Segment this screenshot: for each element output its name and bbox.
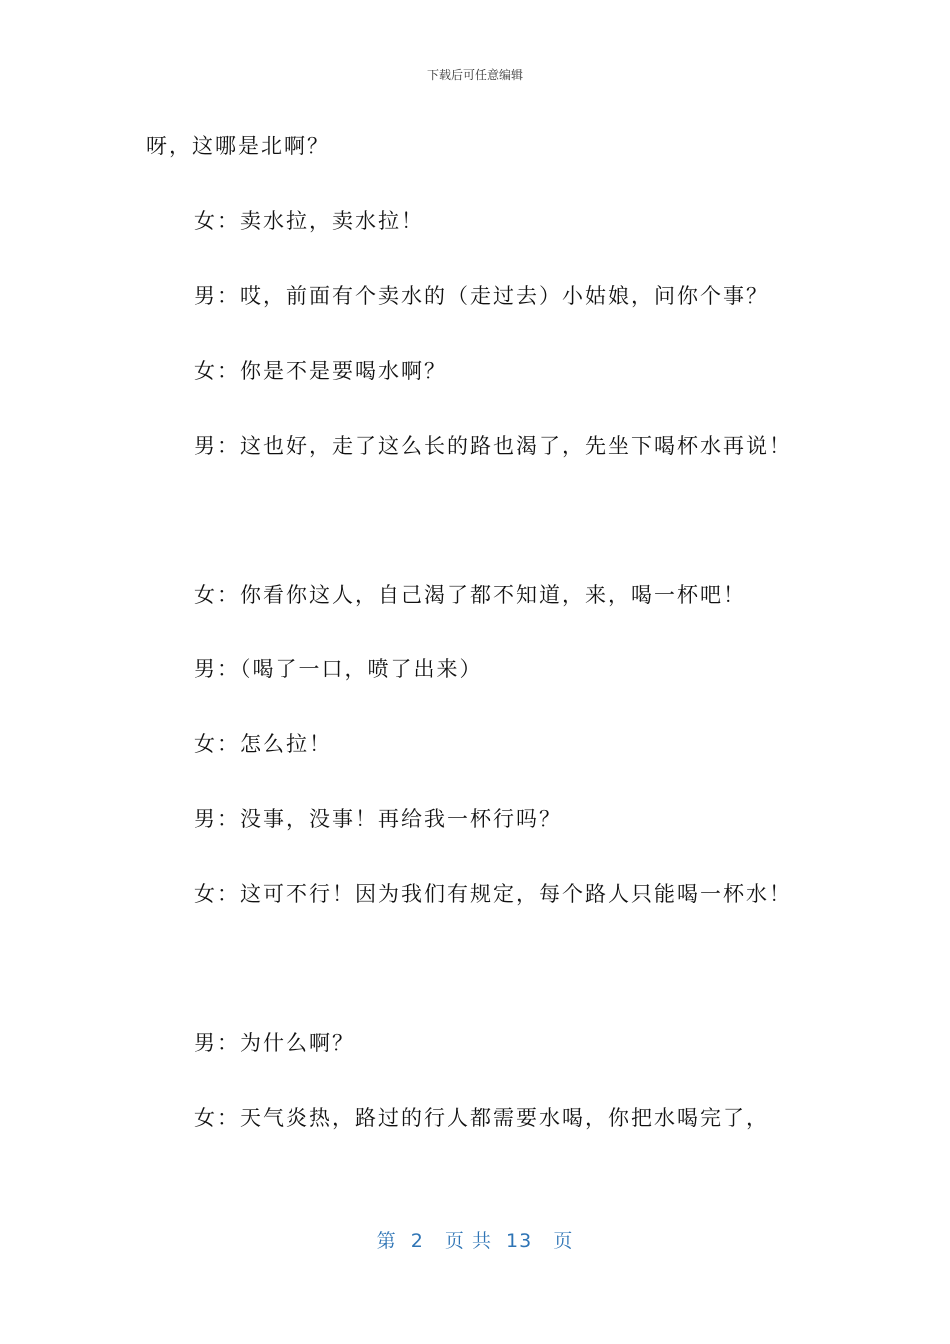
text-line: 女：天气炎热，路过的行人都需要水喝，你把水喝完了， <box>194 1106 769 1130</box>
text-line: 男：哎，前面有个卖水的（走过去）小姑娘，问你个事？ <box>194 284 769 308</box>
page-footer: 第 2 页 共 13 页 <box>376 1230 574 1252</box>
text-line: 女：卖水拉，卖水拉！ <box>194 209 424 233</box>
text-line: 男：这也好，走了这么长的路也渴了，先坐下喝杯水再说！ <box>194 434 792 458</box>
text-line: 男：为什么啊？ <box>194 1031 355 1055</box>
text-line: 呀，这哪是北啊？ <box>146 134 330 158</box>
text-line: 女：你是不是要喝水啊？ <box>194 359 447 383</box>
text-line: 男：（喝了一口，喷了出来） <box>194 657 483 681</box>
text-line: 女：你看你这人，自己渴了都不知道，来，喝一杯吧！ <box>194 583 746 607</box>
text-line: 女：怎么拉！ <box>194 732 332 756</box>
text-line: 男：没事，没事！再给我一杯行吗？ <box>194 807 562 831</box>
text-line: 女：这可不行！因为我们有规定，每个路人只能喝一杯水！ <box>194 882 792 906</box>
page-header: 下载后可任意编辑 <box>426 68 523 82</box>
